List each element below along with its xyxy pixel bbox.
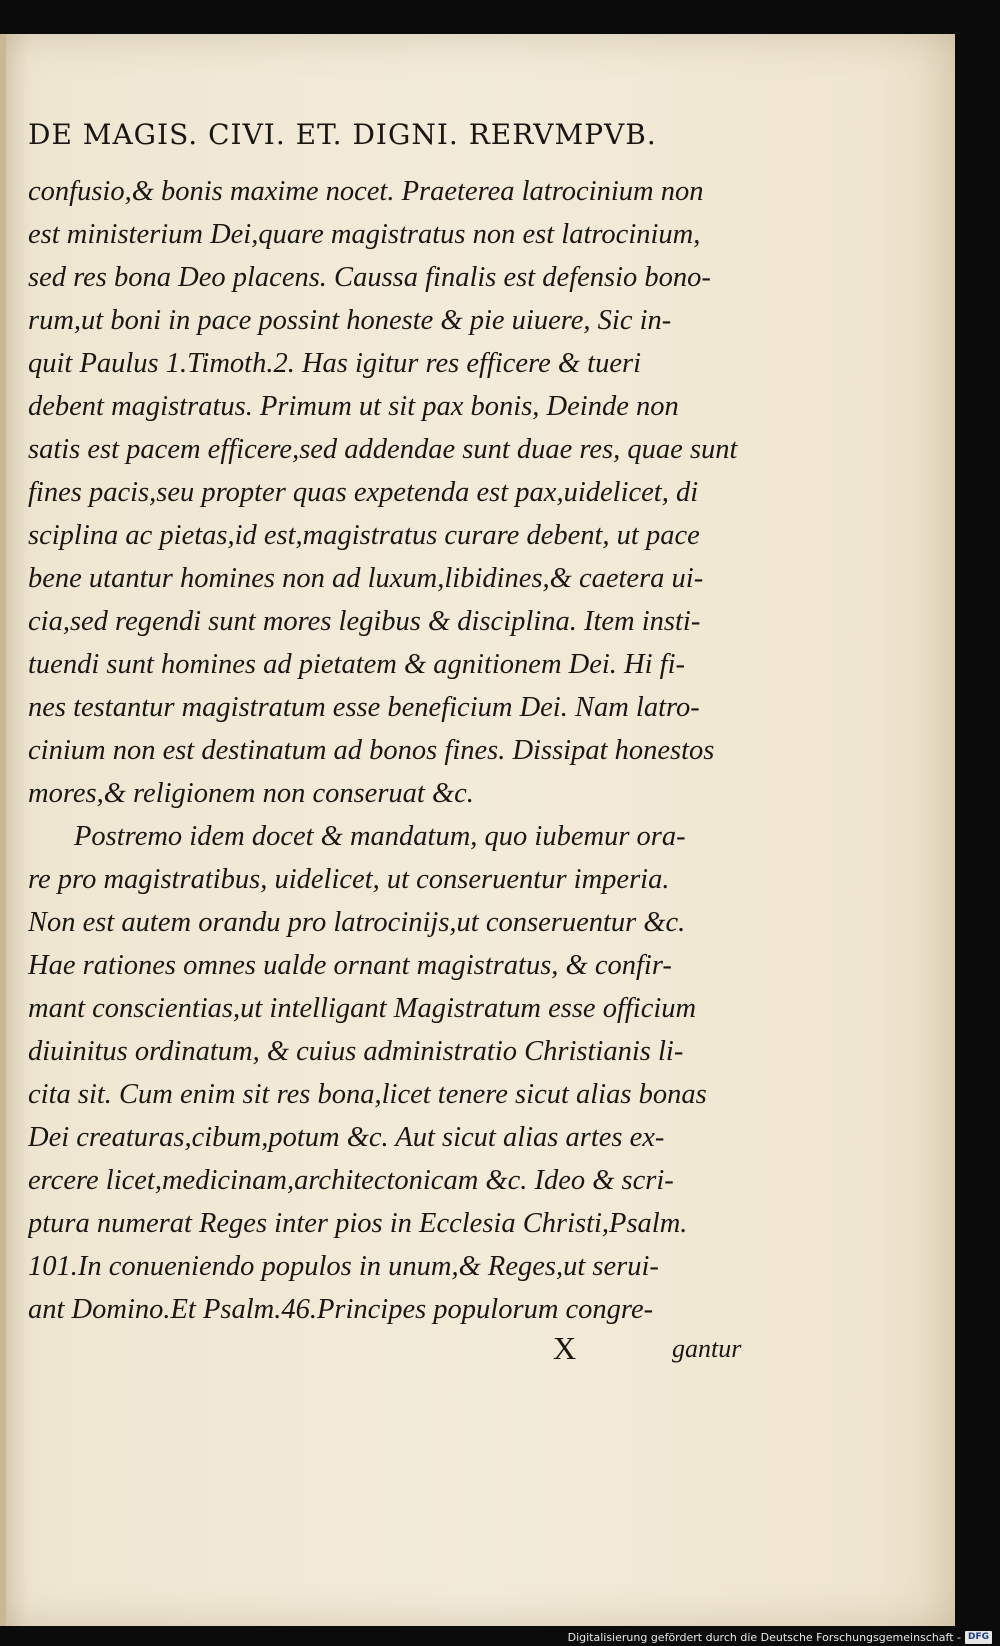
catchword: gantur: [672, 1334, 742, 1363]
text-block: [28, 170, 776, 1331]
text-line: Dei creaturas,cibum,potum &c. Aut sicut alias artes ex-: [28, 1122, 665, 1153]
text-line: 101.In conueniendo populos in unum,& Reges,ut serui-: [28, 1251, 659, 1282]
text-line: debent magistratus. Primum ut sit pax bonis, Deinde non: [28, 391, 679, 422]
text-line: satis est pacem efficere,sed addendae sunt duae res, quae sunt: [28, 434, 738, 465]
text-line: bene utantur homines non ad luxum,libidines,& caetera ui-: [28, 563, 704, 594]
text-line: diuinitus ordinatum, & cuius administratio Christianis li-: [28, 1036, 684, 1067]
dfg-logo-icon: DFG: [965, 1631, 992, 1644]
text-line: rum,ut boni in pace possint honeste & pie uiuere, Sic in-: [28, 305, 672, 336]
text-line: ptura numerat Reges inter pios in Ecclesia Christi,Psalm.: [28, 1208, 688, 1239]
text-line: ercere licet,medicinam,architectonicam &c. Ideo & scri-: [28, 1165, 674, 1196]
text-line: mant conscientias,ut intelligant Magistratum esse officium: [28, 993, 697, 1024]
text-line: Hae rationes omnes ualde ornant magistratus, & confir-: [28, 950, 672, 981]
text-line: cita sit. Cum enim sit res bona,licet tenere sicut alias bonas: [28, 1079, 707, 1110]
running-head: DE MAGIS. CIVI. ET. DIGNI. RERVMPVB.: [28, 118, 657, 151]
text-line: cia,sed regendi sunt mores legibus & disciplina. Item insti-: [28, 606, 701, 637]
credit-text: Digitalisierung gefördert durch die Deutsche Forschungsgemeinschaft -: [567, 1631, 961, 1644]
digitization-credit: [568, 1629, 992, 1646]
text-line: re pro magistratibus, uidelicet, ut conseruentur imperia.: [28, 864, 670, 895]
text-line: sciplina ac pietas,id est,magistratus curare debent, ut pace: [28, 520, 700, 551]
text-line: nes testantur magistratum esse beneficium Dei. Nam latro-: [28, 692, 700, 723]
book-page: [0, 34, 955, 1626]
text-line: Non est autem orandu pro latrocinijs,ut conseruentur &c.: [28, 907, 686, 938]
text-line: ant Domino.Et Psalm.46.Principes populorum congre-: [28, 1294, 654, 1325]
text-line: confusio,& bonis maxime nocet. Praeterea latrocinium non: [28, 176, 704, 207]
text-line: tuendi sunt homines ad pietatem & agnitionem Dei. Hi fi-: [28, 649, 686, 680]
text-line: fines pacis,seu propter quas expetenda est pax,uidelicet, di: [28, 477, 699, 508]
text-line: est ministerium Dei,quare magistratus non est latrocinium,: [28, 219, 701, 250]
signature-mark: X: [553, 1330, 577, 1366]
text-line: Postremo idem docet & mandatum, quo iubemur ora-: [74, 821, 686, 852]
text-line: sed res bona Deo placens. Caussa finalis est defensio bono-: [28, 262, 711, 293]
text-line: mores,& religionem non conseruat &c.: [28, 778, 474, 809]
text-line: quit Paulus 1.Timoth.2. Has igitur res efficere & tueri: [28, 348, 642, 379]
text-line: cinium non est destinatum ad bonos fines. Dissipat honestos: [28, 735, 715, 766]
